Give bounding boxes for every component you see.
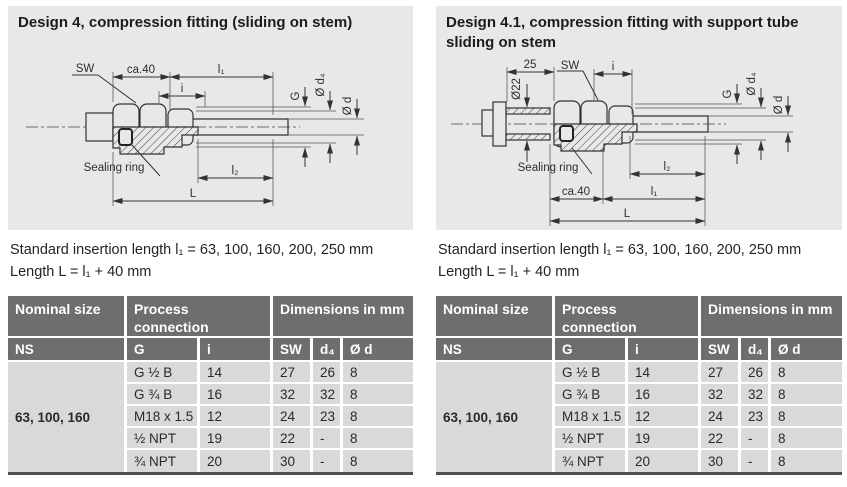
col-header-g: G <box>127 338 200 362</box>
col-header-ns: NS <box>436 338 555 362</box>
table-cell: - <box>313 428 343 450</box>
panel-title-design-4-1: Design 4.1, compression fitting with support tube sliding on stem <box>446 14 799 51</box>
col-header-i: i <box>200 338 273 362</box>
sealing-ring-shape <box>560 126 573 141</box>
col-header-dia-d: Ø d <box>771 338 842 362</box>
design-4-1-panel <box>436 6 842 230</box>
dim-label-sw: SW <box>560 60 580 72</box>
nominal-size-cell: 63, 100, 160 <box>436 362 555 472</box>
table-cell: M18 x 1.5 <box>127 406 200 428</box>
table-cell: ½ NPT <box>555 428 628 450</box>
table-cell: ¾ NPT <box>127 450 200 472</box>
panel-title-design-4: Design 4, compression fitting (sliding on stem) <box>18 14 353 31</box>
dim-label-dia-d: Ø d <box>773 95 785 115</box>
table-cell: 26 <box>313 362 343 384</box>
table-cell: 30 <box>701 450 741 472</box>
sealing-ring-shape <box>119 129 132 145</box>
col-header-d4: d₄ <box>313 338 343 362</box>
col-header-sw: SW <box>273 338 313 362</box>
table-cell: 14 <box>628 362 701 384</box>
dim-label-L: L <box>623 208 631 220</box>
col-header-d4: d₄ <box>741 338 771 362</box>
table-cell: 19 <box>200 428 273 450</box>
table-row <box>8 362 413 384</box>
table-cell: 30 <box>273 450 313 472</box>
table-cell: ½ NPT <box>127 428 200 450</box>
group-header-nominal-size: Nominal size <box>8 296 127 338</box>
table-cell: 32 <box>313 384 343 406</box>
table-cell: 27 <box>701 362 741 384</box>
table-cell: 22 <box>273 428 313 450</box>
table-cell: M18 x 1.5 <box>555 406 628 428</box>
table-cell: 8 <box>771 428 842 450</box>
dim-label-dia-d: Ø d <box>342 96 354 116</box>
table-cell: 16 <box>200 384 273 406</box>
col-header-dia-d: Ø d <box>343 338 413 362</box>
dim-label-g: G <box>290 91 302 101</box>
table-cell: 16 <box>628 384 701 406</box>
dim-label-l1: l₁ <box>650 186 658 198</box>
note-insertion-length: Standard insertion length l₁ = 63, 100, 160, 200, 250 mm <box>438 242 802 258</box>
dimensions-table-design-4-1 <box>436 296 842 475</box>
table-cell: 19 <box>628 428 701 450</box>
dim-label-sw: SW <box>75 63 95 75</box>
table-cell: G ¾ B <box>555 384 628 406</box>
design-4-panel <box>8 6 413 230</box>
table-cell: 12 <box>200 406 273 428</box>
note-length-formula: Length L = l₁ + 40 mm <box>10 264 152 280</box>
sealing-ring-label: Sealing ring <box>517 162 579 174</box>
table-cell: 8 <box>771 406 842 428</box>
table-cell: 8 <box>343 450 413 472</box>
dimensions-table-design-4 <box>8 296 413 475</box>
table-cell: 32 <box>273 384 313 406</box>
dim-label-l2: l₂ <box>231 165 239 177</box>
design-4-1-column <box>436 0 842 487</box>
table-cell: 8 <box>343 428 413 450</box>
dim-label-dia-d4: Ø d₄ <box>315 73 327 97</box>
dim-label-ca40: ca.40 <box>126 64 156 76</box>
table-cell: 27 <box>273 362 313 384</box>
table-cell: 8 <box>343 406 413 428</box>
technical-drawing-design-4 <box>8 55 412 230</box>
table-cell: - <box>741 428 771 450</box>
table-cell: G ¾ B <box>127 384 200 406</box>
table-cell: 8 <box>343 362 413 384</box>
col-header-sw: SW <box>701 338 741 362</box>
table-cell: 24 <box>273 406 313 428</box>
nominal-size-cell: 63, 100, 160 <box>8 362 127 472</box>
dim-label-L: L <box>189 188 197 200</box>
table-cell: ¾ NPT <box>555 450 628 472</box>
dim-label-i: i <box>180 83 184 95</box>
group-header-dimensions: Dimensions in mm <box>273 296 413 338</box>
table-row <box>436 362 842 384</box>
dim-label-25: 25 <box>523 59 537 71</box>
table-cell: 20 <box>628 450 701 472</box>
table-cell: 14 <box>200 362 273 384</box>
group-header-process-connection: Process connection <box>555 296 701 338</box>
table-cell: G ½ B <box>127 362 200 384</box>
dim-label-dia22: Ø22 <box>511 78 523 100</box>
table-cell: 26 <box>741 362 771 384</box>
group-header-nominal-size: Nominal size <box>436 296 555 338</box>
col-header-g: G <box>555 338 628 362</box>
group-header-dimensions: Dimensions in mm <box>701 296 842 338</box>
col-header-i: i <box>628 338 701 362</box>
table-cell: - <box>741 450 771 472</box>
dim-label-g: G <box>722 89 734 99</box>
table-cell: 12 <box>628 406 701 428</box>
table-cell: 23 <box>313 406 343 428</box>
table-cell: 24 <box>701 406 741 428</box>
dim-label-l1: l₁ <box>217 64 225 76</box>
col-header-ns: NS <box>8 338 127 362</box>
table-cell: 32 <box>701 384 741 406</box>
dim-label-i: i <box>611 61 615 73</box>
note-length-formula: Length L = l₁ + 40 mm <box>438 264 580 280</box>
note-insertion-length: Standard insertion length l₁ = 63, 100, 160, 200, 250 mm <box>10 242 374 258</box>
technical-drawing-design-4-1 <box>436 58 842 230</box>
table-cell: 32 <box>741 384 771 406</box>
design-4-column <box>8 0 413 487</box>
table-cell: G ½ B <box>555 362 628 384</box>
notes-design-4-1 <box>438 239 801 283</box>
dim-label-l2: l₂ <box>663 161 671 173</box>
dim-label-dia-d4: Ø d₄ <box>746 72 758 96</box>
table-cell: 8 <box>771 450 842 472</box>
group-header-process-connection: Process connection <box>127 296 273 338</box>
table-cell: 20 <box>200 450 273 472</box>
table-cell: 23 <box>741 406 771 428</box>
notes-design-4 <box>10 239 373 283</box>
sealing-ring-label: Sealing ring <box>83 162 145 174</box>
dim-label-ca40: ca.40 <box>561 186 591 198</box>
table-cell: 22 <box>701 428 741 450</box>
table-cell: 8 <box>771 362 842 384</box>
table-cell: 8 <box>771 384 842 406</box>
table-cell: 8 <box>343 384 413 406</box>
table-cell: - <box>313 450 343 472</box>
